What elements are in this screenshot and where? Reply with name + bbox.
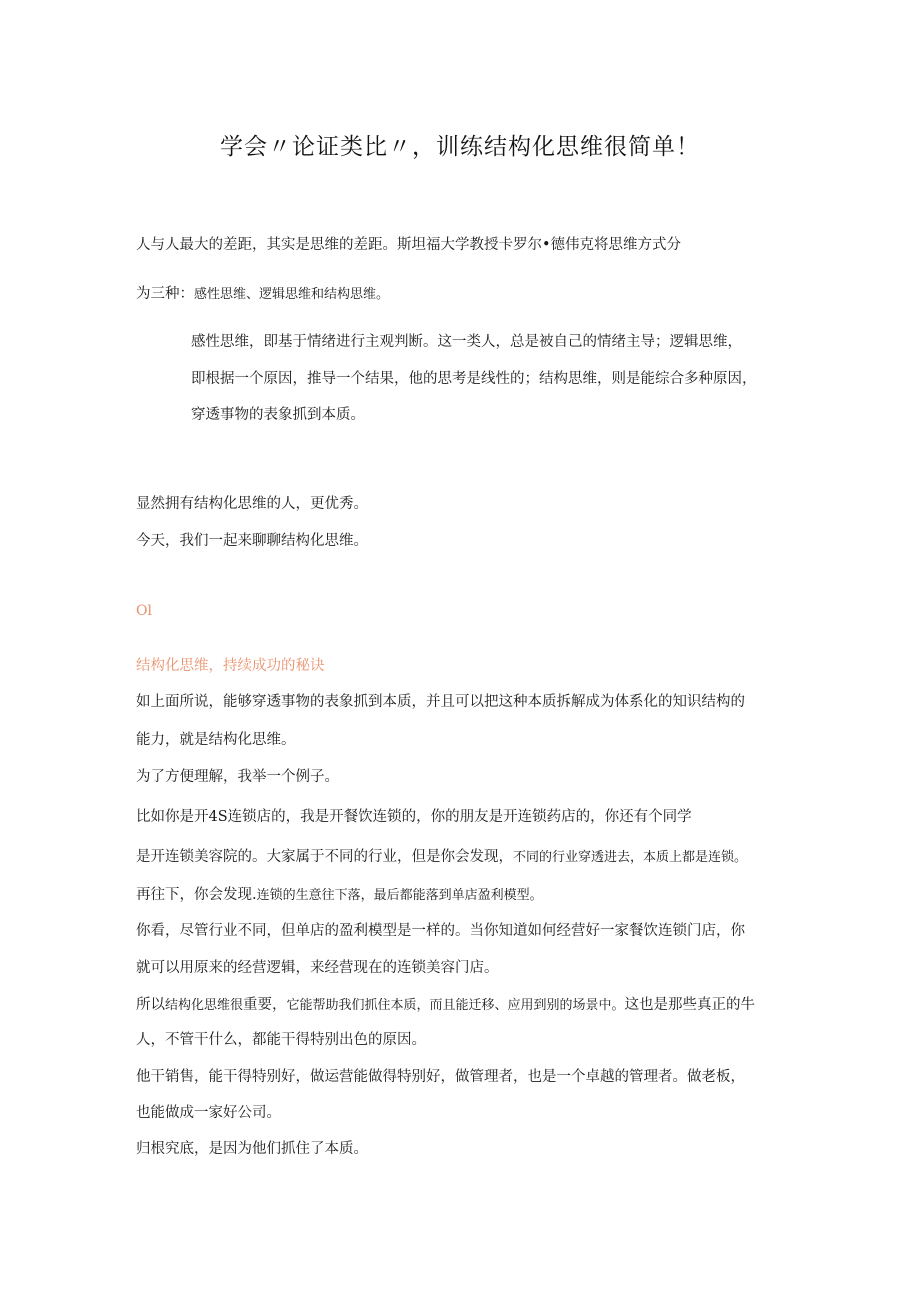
paragraph-3-line-1: 比如你是开4S连锁店的，我是开餐饮连锁的，你的朋友是开连锁药店的，你还有个同学 bbox=[136, 809, 692, 825]
paragraph-5-line-1: 你看，尽管行业不同，但单店的盈利模型是一样的。当你知道如何经营好一家餐饮连锁门店，你 bbox=[136, 923, 745, 939]
paragraph-5-line-2: 就可以用原来的经营逻辑，来经营现在的连锁美容门店。 bbox=[136, 960, 499, 976]
paragraph-8: 归根究底，是因为他们抓住了本质。 bbox=[136, 1141, 368, 1157]
intro-paragraph-line-1: 人与人最大的差距，其实是思维的差距。斯坦福大学教授卡罗尔•德伟克将思维方式分 bbox=[136, 237, 682, 253]
paragraph-7-line-2: 也能做成一家好公司。 bbox=[136, 1105, 281, 1121]
section-heading: 结构化思维，持续成功的秘诀 bbox=[136, 658, 325, 674]
paragraph-3-line-2 bbox=[136, 845, 747, 866]
paragraph-6-emphasis-a: 结构化思维很 bbox=[165, 998, 244, 1013]
intro-line-2-prefix: 为三种： bbox=[136, 286, 194, 302]
paragraph-4 bbox=[136, 883, 543, 904]
paragraph-4-emphasis: 连锁的生意往下落，最后都能落到单店盈利模型。 bbox=[256, 888, 543, 903]
paragraph-6-line-2: 人，不管干什么，都能干得特别出色的原因。 bbox=[136, 1032, 426, 1048]
paragraph-6-line-1 bbox=[136, 993, 755, 1014]
paragraph-6-text-a: 所以 bbox=[136, 997, 165, 1013]
intro-paragraph-line-2 bbox=[136, 282, 389, 303]
paragraph-3-line-2-text: 是开连锁美容院的。大家属于不同的行业，但是你会发现， bbox=[136, 849, 513, 865]
paragraph-2: 为了方便理解，我举一个例子。 bbox=[136, 769, 339, 785]
paragraph-3-emphasis: 不同的行业穿透进去，本质上都是连锁。 bbox=[513, 850, 748, 865]
page-title: 学会〃论证类比〃，训练结构化思维很简单！ bbox=[220, 134, 700, 160]
quote-line-1: 感性思维，即基于情绪进行主观判断。这一类人，总是被自己的情绪主导；逻辑思维， bbox=[191, 334, 742, 350]
quote-line-3: 穿透事物的表象抓到本质。 bbox=[191, 407, 365, 423]
paragraph-6-emphasis-b: 它能帮助我们抓住本质，而且能迁移、应用到别的场景中。 bbox=[286, 998, 625, 1013]
section-number: Ol bbox=[136, 603, 152, 619]
summary-line-1: 显然拥有结构化思维的人，更优秀。 bbox=[136, 496, 368, 512]
paragraph-1-line-1: 如上面所说，能够穿透事物的表象抓到本质，并且可以把这种本质拆解成为体系化的知识结构的 bbox=[136, 694, 745, 710]
paragraph-7-line-1: 他干销售，能干得特别好，做运营能做得特别好，做管理者，也是一个卓越的管理者。做老板， bbox=[136, 1069, 745, 1085]
paragraph-1-line-2: 能力，就是结构化思维。 bbox=[136, 732, 296, 748]
paragraph-4-text: 再往下，你会发现. bbox=[136, 887, 257, 903]
intro-line-2-thinking-types: 感性思维、逻辑思维和结构思维。 bbox=[194, 287, 390, 302]
summary-line-2: 今天，我们一起来聊聊结构化思维。 bbox=[136, 533, 368, 549]
paragraph-6-text-c: 这也是那些真正的牛 bbox=[624, 997, 756, 1013]
quote-line-2: 即根据一个原因，推导一个结果，他的思考是线性的；结构思维，则是能综合多种原因， bbox=[191, 371, 757, 387]
paragraph-6-text-b: 重要， bbox=[243, 997, 287, 1013]
